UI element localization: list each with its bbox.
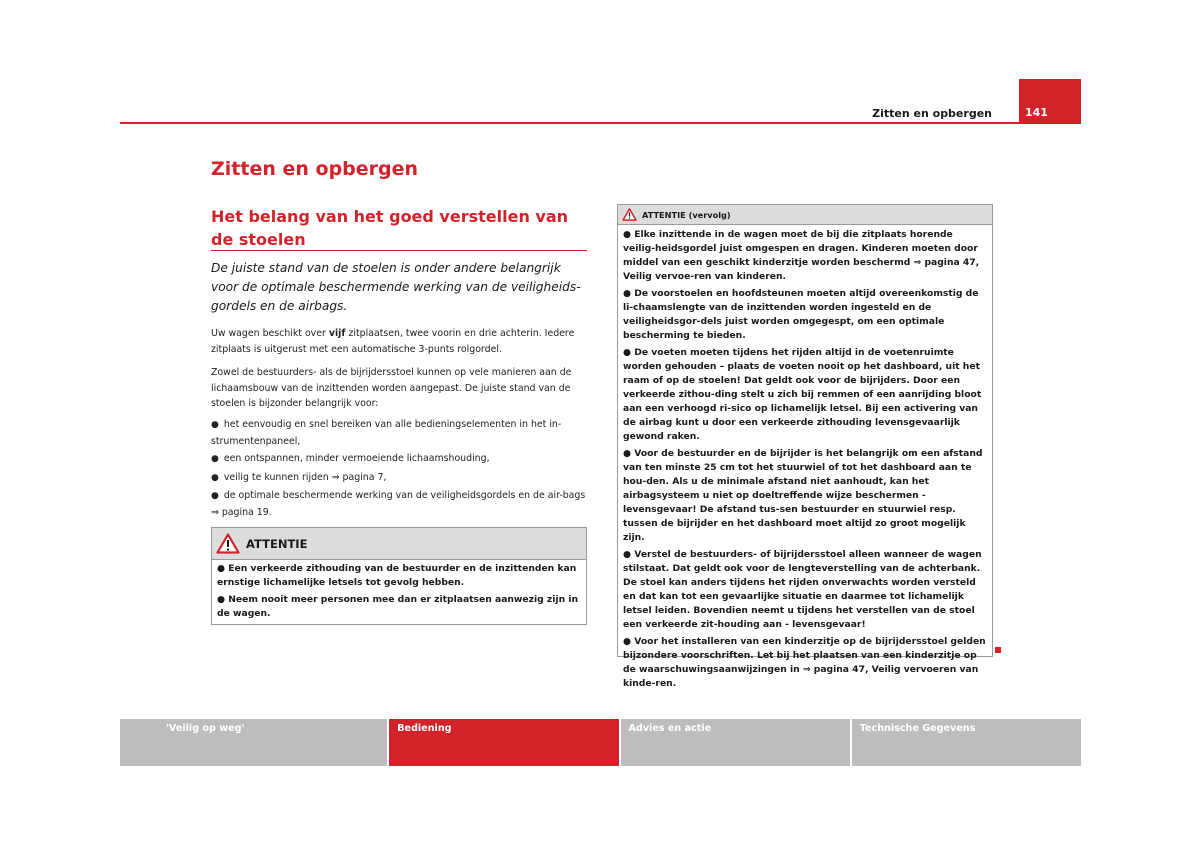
list-item bbox=[211, 451, 587, 468]
paragraph-seats-before: Uw wagen beschikt over bbox=[211, 328, 329, 339]
section-end-mark bbox=[995, 647, 1001, 653]
section-heading: Het belang van het goed verstellen van de stoelen bbox=[211, 207, 569, 249]
attention-continued-box bbox=[617, 204, 993, 689]
attention-label: ATTENTIE bbox=[246, 536, 308, 551]
attention-continued-body bbox=[618, 225, 992, 697]
attention-item-text: Een verkeerde zithouding van de bestuurder en de inzittenden kan ernstige lichamelijke letsels tot gevolg hebben. bbox=[217, 563, 577, 588]
attention-item: ● De voorstoelen en hoofdsteunen moeten altijd overeenkomstig de li-chaamslengte van de inzittenden worden ingesteld en de veiligheidsgor-dels juist worden omgegespt, om een optimale bescherming te bieden. bbox=[623, 288, 979, 341]
list-item bbox=[211, 488, 587, 520]
attention-item: ● Elke inzittende in de wagen moet de bij die zitplaats horende veilig-heidsgordel juist omgespen en dragen. Kinderen moeten door middel van een geschikt kinderzitje worden beschermd ⇒ pagina 47, Veilig vervoe-ren van kinderen. bbox=[623, 229, 980, 282]
paragraph-seats-bold: vijf bbox=[328, 328, 346, 339]
attention-box bbox=[211, 527, 587, 625]
attention-item-text: De voorstoelen en hoofdsteunen moeten altijd overeenkomstig de li-chaamslengte van de inzittenden worden ingesteld en de veiligheidsgor-dels juist worden omgegespt, om een optimale bescherming te bieden. bbox=[623, 288, 979, 341]
list-item-text: het eenvoudig en snel bereiken van alle bedieningselementen in het in-strumentenpaneel, bbox=[211, 419, 562, 447]
list-item-text: een ontspannen, minder vermoeiende lichaamshouding, bbox=[223, 453, 490, 464]
tab-advies-en-actie[interactable]: Advies en actie bbox=[621, 719, 850, 766]
list-item bbox=[211, 470, 587, 487]
attention-item-text: De voeten moeten tijdens het rijden altijd in de voetenruimte worden gehouden – plaats de voeten nooit op het dashboard, uit het raam of op de stoelen! Dat geldt ook voor de bijrijders. Door een verkeerde zithou-ding stelt u zich bij remmen of een aanrijding bloot aan een verhoogd ri-sico op lichamelijk letsel. Bij een activering van de airbag kunt u door een verkeerde zithouding levensgevaarlijk gewond raken. bbox=[623, 347, 982, 442]
list-item bbox=[211, 417, 587, 449]
warning-triangle-icon bbox=[622, 208, 637, 221]
paragraph-seats-after: zitplaatsen, twee voorin en drie achterin. Iedere zitplaats is uitgerust met een automatische 3-punts rolgordel. bbox=[211, 328, 575, 355]
bullet-icon: ● bbox=[211, 420, 219, 430]
attention-item-text: Verstel de bestuurders- of bijrijdersstoel alleen wanneer de wagen stilstaat. Dat geldt ook voor de lengteverstelling van de achterbank. De stoel kan anders tijdens het rijden onverwachts worden versteld en dat kan tot een gevaarlijke situatie en daarmee tot lichamelijk letsel leiden. Bovendien neemt u tijdens het verstellen van de stoel een verkeerde zit-houding aan - levensgevaar! bbox=[623, 549, 982, 630]
lead-paragraph: De juiste stand van de stoelen is onder andere belangrijk voor de optimale beschermende werking van de veiligheids-gordels en de airbags. bbox=[211, 261, 581, 313]
header-rule bbox=[120, 122, 1081, 124]
attention-header bbox=[212, 528, 586, 560]
attention-item-text: Neem nooit meer personen mee dan er zitplaatsen aanwezig zijn in de wagen. bbox=[217, 594, 579, 619]
attention-item: ● De voeten moeten tijdens het rijden altijd in de voetenruimte worden gehouden – plaats de voeten nooit op het dashboard, uit het raam of op de stoelen! Dat geldt ook voor de bijrijders. Door een verkeerde zithou-ding stelt u zich bij remmen of een aanrijding bloot aan een verhoogd ri-sico op lichamelijk letsel. Bij een activering van de airbag kunt u door een verkeerde zithouding levensgevaarlijk gewond raken. bbox=[623, 347, 982, 442]
running-header: Zitten en opbergen bbox=[872, 107, 992, 120]
list-item-text: de optimale beschermende werking van de veiligheidsgordels en de air-bags ⇒ pagina 19. bbox=[211, 490, 586, 518]
bullet-icon: ● bbox=[211, 491, 219, 501]
paragraph-seats bbox=[211, 326, 587, 357]
page-number: 141 bbox=[1019, 79, 1081, 124]
attention-continued-label: ATTENTIE (vervolg) bbox=[642, 209, 731, 220]
attention-item: ● Een verkeerde zithouding van de bestuurder en de inzittenden kan ernstige lichamelijke letsels tot gevolg hebben. bbox=[217, 563, 577, 588]
attention-item-text: Voor het installeren van een kinderzitje op de bijrijdersstoel gelden bijzondere voorschriften. Let bij het plaatsen van een kinderzitje op de waarschuwingsaanwijzingen in ⇒ pagina 47, Veilig vervoeren van kinde-ren. bbox=[623, 636, 986, 689]
bullet-list bbox=[211, 417, 587, 522]
paragraph-adjust: Zowel de bestuurders- als de bijrijdersstoel kunnen op vele manieren aan de lichaamsbouw van de inzittenden worden aangepast. De juiste stand van de stoelen is bijzonder belangrijk voor: bbox=[211, 367, 572, 409]
attention-item: ● Voor de bestuurder en de bijrijder is het belangrijk om een afstand van ten minste 25 cm tot het stuurwiel of tot het dashboard aan te hou-den. Als u de minimale afstand niet aanhoudt, kan het airbagsysteem u niet op doeltreffende wijze beschermen - levensgevaar! De afstand tus-sen bestuurder en stuurwiel resp. tussen de bijrijder en het dashboard moet altijd zo groot mogelijk zijn. bbox=[623, 448, 983, 543]
tab-technische-gegevens[interactable]: Technische Gegevens bbox=[852, 719, 1081, 766]
attention-item-text: Voor de bestuurder en de bijrijder is het belangrijk om een afstand van ten minste 25 cm tot het stuurwiel of tot het dashboard aan te hou-den. Als u de minimale afstand niet aanhoudt, kan het airbagsysteem u niet op doeltreffende wijze beschermen - levensgevaar! De afstand tus-sen bestuurder en stuurwiel resp. tussen de bijrijder en het dashboard moet altijd zo groot mogelijk zijn. bbox=[623, 448, 983, 543]
bullet-icon: ● bbox=[211, 472, 219, 483]
attention-continued-header bbox=[618, 205, 992, 225]
page-title: Zitten en opbergen bbox=[211, 158, 419, 180]
attention-item: ● Verstel de bestuurders- of bijrijdersstoel alleen wanneer de wagen stilstaat. Dat geldt ook voor de lengteverstelling van de achterbank. De stoel kan anders tijdens het rijden onverwachts worden versteld en dat kan tot een gevaarlijke situatie en daarmee tot lichamelijk letsel leiden. Bovendien neemt u tijdens het verstellen van de stoel een verkeerde zit-houding aan - levensgevaar! bbox=[623, 549, 982, 630]
bullet-icon: ● bbox=[211, 454, 219, 464]
chapter-tabs bbox=[120, 719, 1081, 766]
list-item-text: veilig te kunnen rijden ⇒ pagina 7, bbox=[223, 471, 387, 483]
warning-triangle-icon bbox=[216, 533, 240, 554]
tab-veilig-op-weg[interactable]: 'Veilig op weg' bbox=[120, 719, 387, 766]
heading-rule bbox=[211, 250, 587, 251]
tab-bediening[interactable]: Bediening bbox=[389, 719, 618, 766]
attention-body bbox=[212, 560, 586, 626]
attention-item-text: Elke inzittende in de wagen moet de bij die zitplaats horende veilig-heidsgordel juist omgespen en dragen. Kinderen moeten door middel van een geschikt kinderzitje worden beschermd ⇒ pagina 47, Veilig vervoe-ren van kinderen. bbox=[623, 229, 980, 282]
attention-item: ● Voor het installeren van een kinderzitje op de bijrijdersstoel gelden bijzondere voorschriften. Let bij het plaatsen van een kinderzitje op de waarschuwingsaanwijzingen in ⇒ pagina 47, Veilig vervoeren van kinde-ren. bbox=[623, 636, 986, 689]
attention-item: ● Neem nooit meer personen mee dan er zitplaatsen aanwezig zijn in de wagen. bbox=[217, 594, 579, 619]
